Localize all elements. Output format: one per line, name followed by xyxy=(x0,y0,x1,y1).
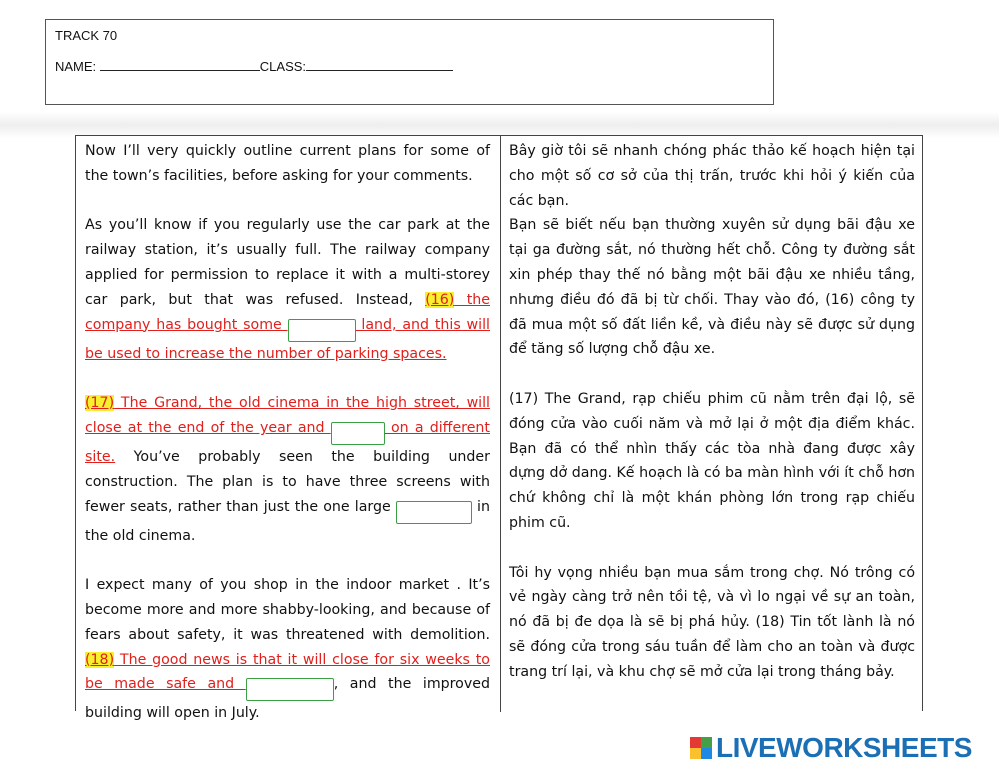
logo-square-red xyxy=(690,737,701,748)
logo-text: LIVEWORKSHEETS xyxy=(716,732,972,763)
class-label: CLASS: xyxy=(259,59,307,74)
answer-17b-input[interactable] xyxy=(396,501,472,524)
column-divider xyxy=(500,136,501,712)
logo-square-blue xyxy=(701,748,712,759)
liveworksheets-logo xyxy=(690,732,972,764)
answer-16-input[interactable] xyxy=(288,319,356,342)
english-paragraph-4: I expect many of you shop in the indoor market . It’s become more and more shabby-looking, and because of fears about safety, it was threatened with demolition. (18) The good news is that it will close for six weeks to be made safe and , and the improved building will open in July. xyxy=(85,577,490,722)
transcript-table xyxy=(75,135,923,722)
vietnamese-column xyxy=(509,139,915,685)
vietnamese-paragraph-2: Bạn sẽ biết nếu bạn thường xuyên sử dụng bãi đậu xe tại ga đường sắt, nó thường hết chỗ. Công ty đường sắt xin phép thay thế nó bằng một bãi đậu xe nhiều tầng, nhưng điều đó đã bị từ chối. Thay vào đó, (16) công ty đã mua một số đất liền kề, và điều này sẽ được sử dụng để tăng số lượng chỗ đậu xe. xyxy=(509,217,915,358)
answer-17-input[interactable] xyxy=(331,422,385,445)
question-18-number: (18) xyxy=(85,651,115,668)
name-class-line xyxy=(55,59,453,74)
question-17: (17) The Grand, the old cinema in the high street, will close at the end of the year and on a different site. xyxy=(85,395,490,465)
english-paragraph-2: As you’ll know if you regularly use the car park at the railway station, it’s usually full. The railway company applied for permission to replace it with a multi-storey car park, but that was refused. Instead, (16) the company has bought some land, and this will be used to increase the number of parking spaces. xyxy=(85,217,491,362)
logo-square-yellow xyxy=(690,748,701,759)
question-17-number: (17) xyxy=(85,395,115,412)
name-blank xyxy=(100,59,260,71)
class-blank xyxy=(306,59,453,71)
vietnamese-paragraph-4: Tôi hy vọng nhiều bạn mua sắm trong chợ. Nó trông có vẻ ngày càng trở nên tồi tệ, và vì lo ngại về sự an toàn, nó đã bị đe dọa là sẽ bị phá hủy. (18) Tin tốt lành là nó sẽ đóng cửa trong sáu tuần để làm cho an toàn và được trang trí lại, và khu chợ sẽ mở cửa lại trong tháng bảy. xyxy=(509,564,915,680)
answer-18-input[interactable] xyxy=(246,678,334,701)
header-box xyxy=(45,19,774,105)
name-label: NAME: xyxy=(55,59,97,74)
logo-square-green xyxy=(701,737,712,748)
logo-mark-icon xyxy=(690,737,712,759)
question-16: (16) the company has bought some land, and this will be used to increase the number of parking spaces. xyxy=(85,291,491,362)
english-paragraph-3: (17) The Grand, the old cinema in the high street, will close at the end of the year and on a different site. You’ve probably seen the building under construction. The plan is to have three screens with fewer seats, rather than just the one large in the old cinema. xyxy=(85,395,490,544)
english-paragraph-1: Now I’ll very quickly outline current plans for some of the town’s facilities, before asking for your comments. xyxy=(85,143,490,184)
question-18: (18) The good news is that it will close for six weeks to be made safe and xyxy=(85,651,490,693)
vietnamese-paragraph-3: (17) The Grand, rạp chiếu phim cũ nằm trên đại lộ, sẽ đóng cửa vào cuối năm và mở lại ở một địa điểm khác. Bạn đã có thể nhìn thấy các tòa nhà đang được xây dựng dở dang. Kế hoạch là có ba màn hình với ít chỗ hơn chứ không chỉ là một khán phòng lớn trong rạp chiếu phim cũ. xyxy=(509,390,915,531)
english-column xyxy=(85,139,490,726)
question-16-number: (16) xyxy=(425,291,455,308)
track-label: TRACK 70 xyxy=(55,28,118,43)
vietnamese-paragraph-1: Bây giờ tôi sẽ nhanh chóng phác thảo kế hoạch hiện tại cho một số cơ sở của thị trấn, trước khi hỏi ý kiến của các bạn. xyxy=(509,143,915,209)
